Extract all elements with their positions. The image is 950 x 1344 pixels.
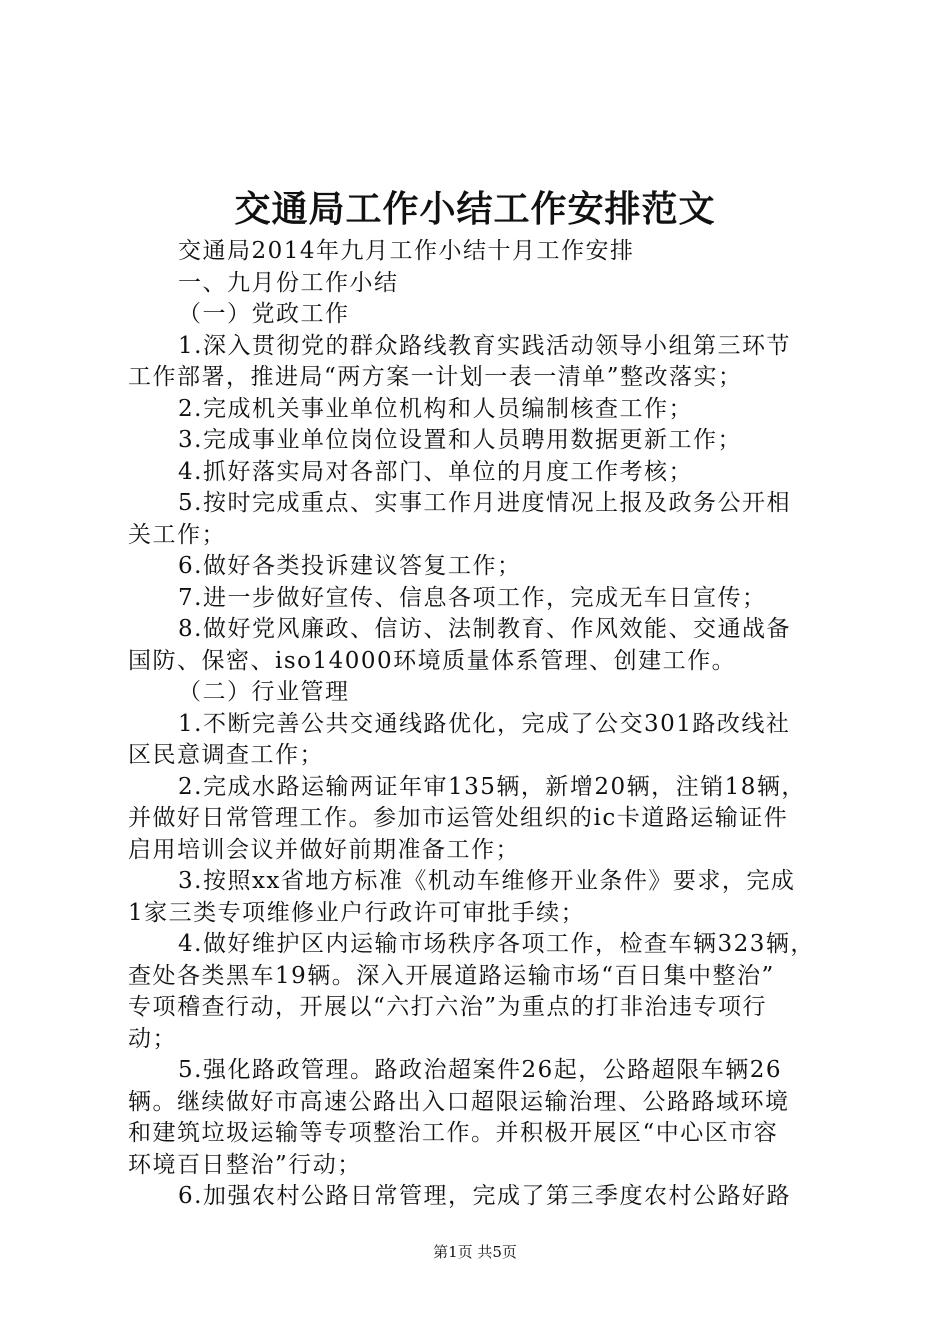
paragraph-line: 4.做好维护区内运输市场秩序各项工作，检查车辆323辆， (178, 931, 815, 957)
paragraph-line: 关工作； (128, 521, 226, 548)
paragraph-line: 区民意调查工作； (128, 742, 324, 768)
paragraph-line: 工作部署，推进局“两方案一计划一表一清单”整改落实； (128, 364, 743, 390)
paragraph-line: 和建筑垃圾运输等专项整治工作。并积极开展区“中心区市容 (128, 1120, 779, 1146)
paragraph-line: 7.进一步做好宣传、信息各项工作，完成无车日宣传； (178, 584, 767, 611)
paragraph-line: 一、九月份工作小结 (178, 269, 399, 296)
document-title: 交通局工作小结工作安排范文 (234, 188, 716, 230)
paragraph-line: 3.按照xx省地方标准《机动车维修开业条件》要求，完成 (178, 868, 796, 894)
paragraph-line: 查处各类黑车19辆。深入开展道路运输市场“百日集中整治” (128, 962, 775, 989)
paragraph-line: 2.完成机关事业单位机构和人员编制核查工作； (178, 395, 693, 422)
paragraph-line: 6.加强农村公路日常管理，完成了第三季度农村公路好路 (178, 1183, 791, 1209)
paragraph-line: 1.深入贯彻党的群众路线教育实践活动领导小组第三环节 (178, 332, 791, 359)
paragraph-line: 交通局2014年九月工作小结十月工作安排 (178, 238, 635, 264)
paragraph-line: 8.做好党风廉政、信访、法制教育、作风效能、交通战备 (178, 616, 791, 642)
paragraph-line: 环境百日整治”行动； (128, 1151, 362, 1178)
paragraph-line: （一）党政工作 (178, 301, 350, 327)
paragraph-line: 1家三类专项维修业户行政许可审批手续； (128, 899, 586, 926)
paragraph-line: （二）行业管理 (178, 679, 350, 705)
paragraph-line: 5.强化路政管理。路政治超案件26起，公路超限车辆26 (178, 1057, 782, 1083)
paragraph-line: 1.不断完善公共交通线路优化，完成了公交301路改线社 (178, 710, 791, 737)
paragraph-line: 专项稽查行动，开展以“六打六治”为重点的打非治违专项行 (128, 994, 768, 1020)
paragraph-line: 动； (128, 1025, 177, 1052)
paragraph-line: 启用培训会议并做好前期准备工作； (128, 836, 520, 863)
paragraph-line: 5.按时完成重点、实事工作月进度情况上报及政务公开相 (178, 490, 791, 516)
page-footer: 第1页 共5页 (433, 1243, 517, 1261)
paragraph-line: 2.完成水路运输两证年审135辆，新增20辆，注销18辆， (178, 773, 806, 800)
document-body (128, 236, 838, 1213)
paragraph-line: 辆。继续做好市高速公路出入口超限运输治理、公路路域环境 (128, 1088, 790, 1115)
paragraph-line: 6.做好各类投诉建议答复工作； (178, 553, 522, 579)
paragraph-line: 4.抓好落实局对各部门、单位的月度工作考核； (178, 458, 693, 485)
paragraph-line: 国防、保密、iso14000环境质量体系管理、创建工作。 (128, 647, 737, 674)
paragraph-line: 并做好日常管理工作。参加市运管处组织的ic卡道路运输证件 (128, 805, 789, 831)
paragraph-line: 3.完成事业单位岗位设置和人员聘用数据更新工作； (178, 427, 742, 453)
